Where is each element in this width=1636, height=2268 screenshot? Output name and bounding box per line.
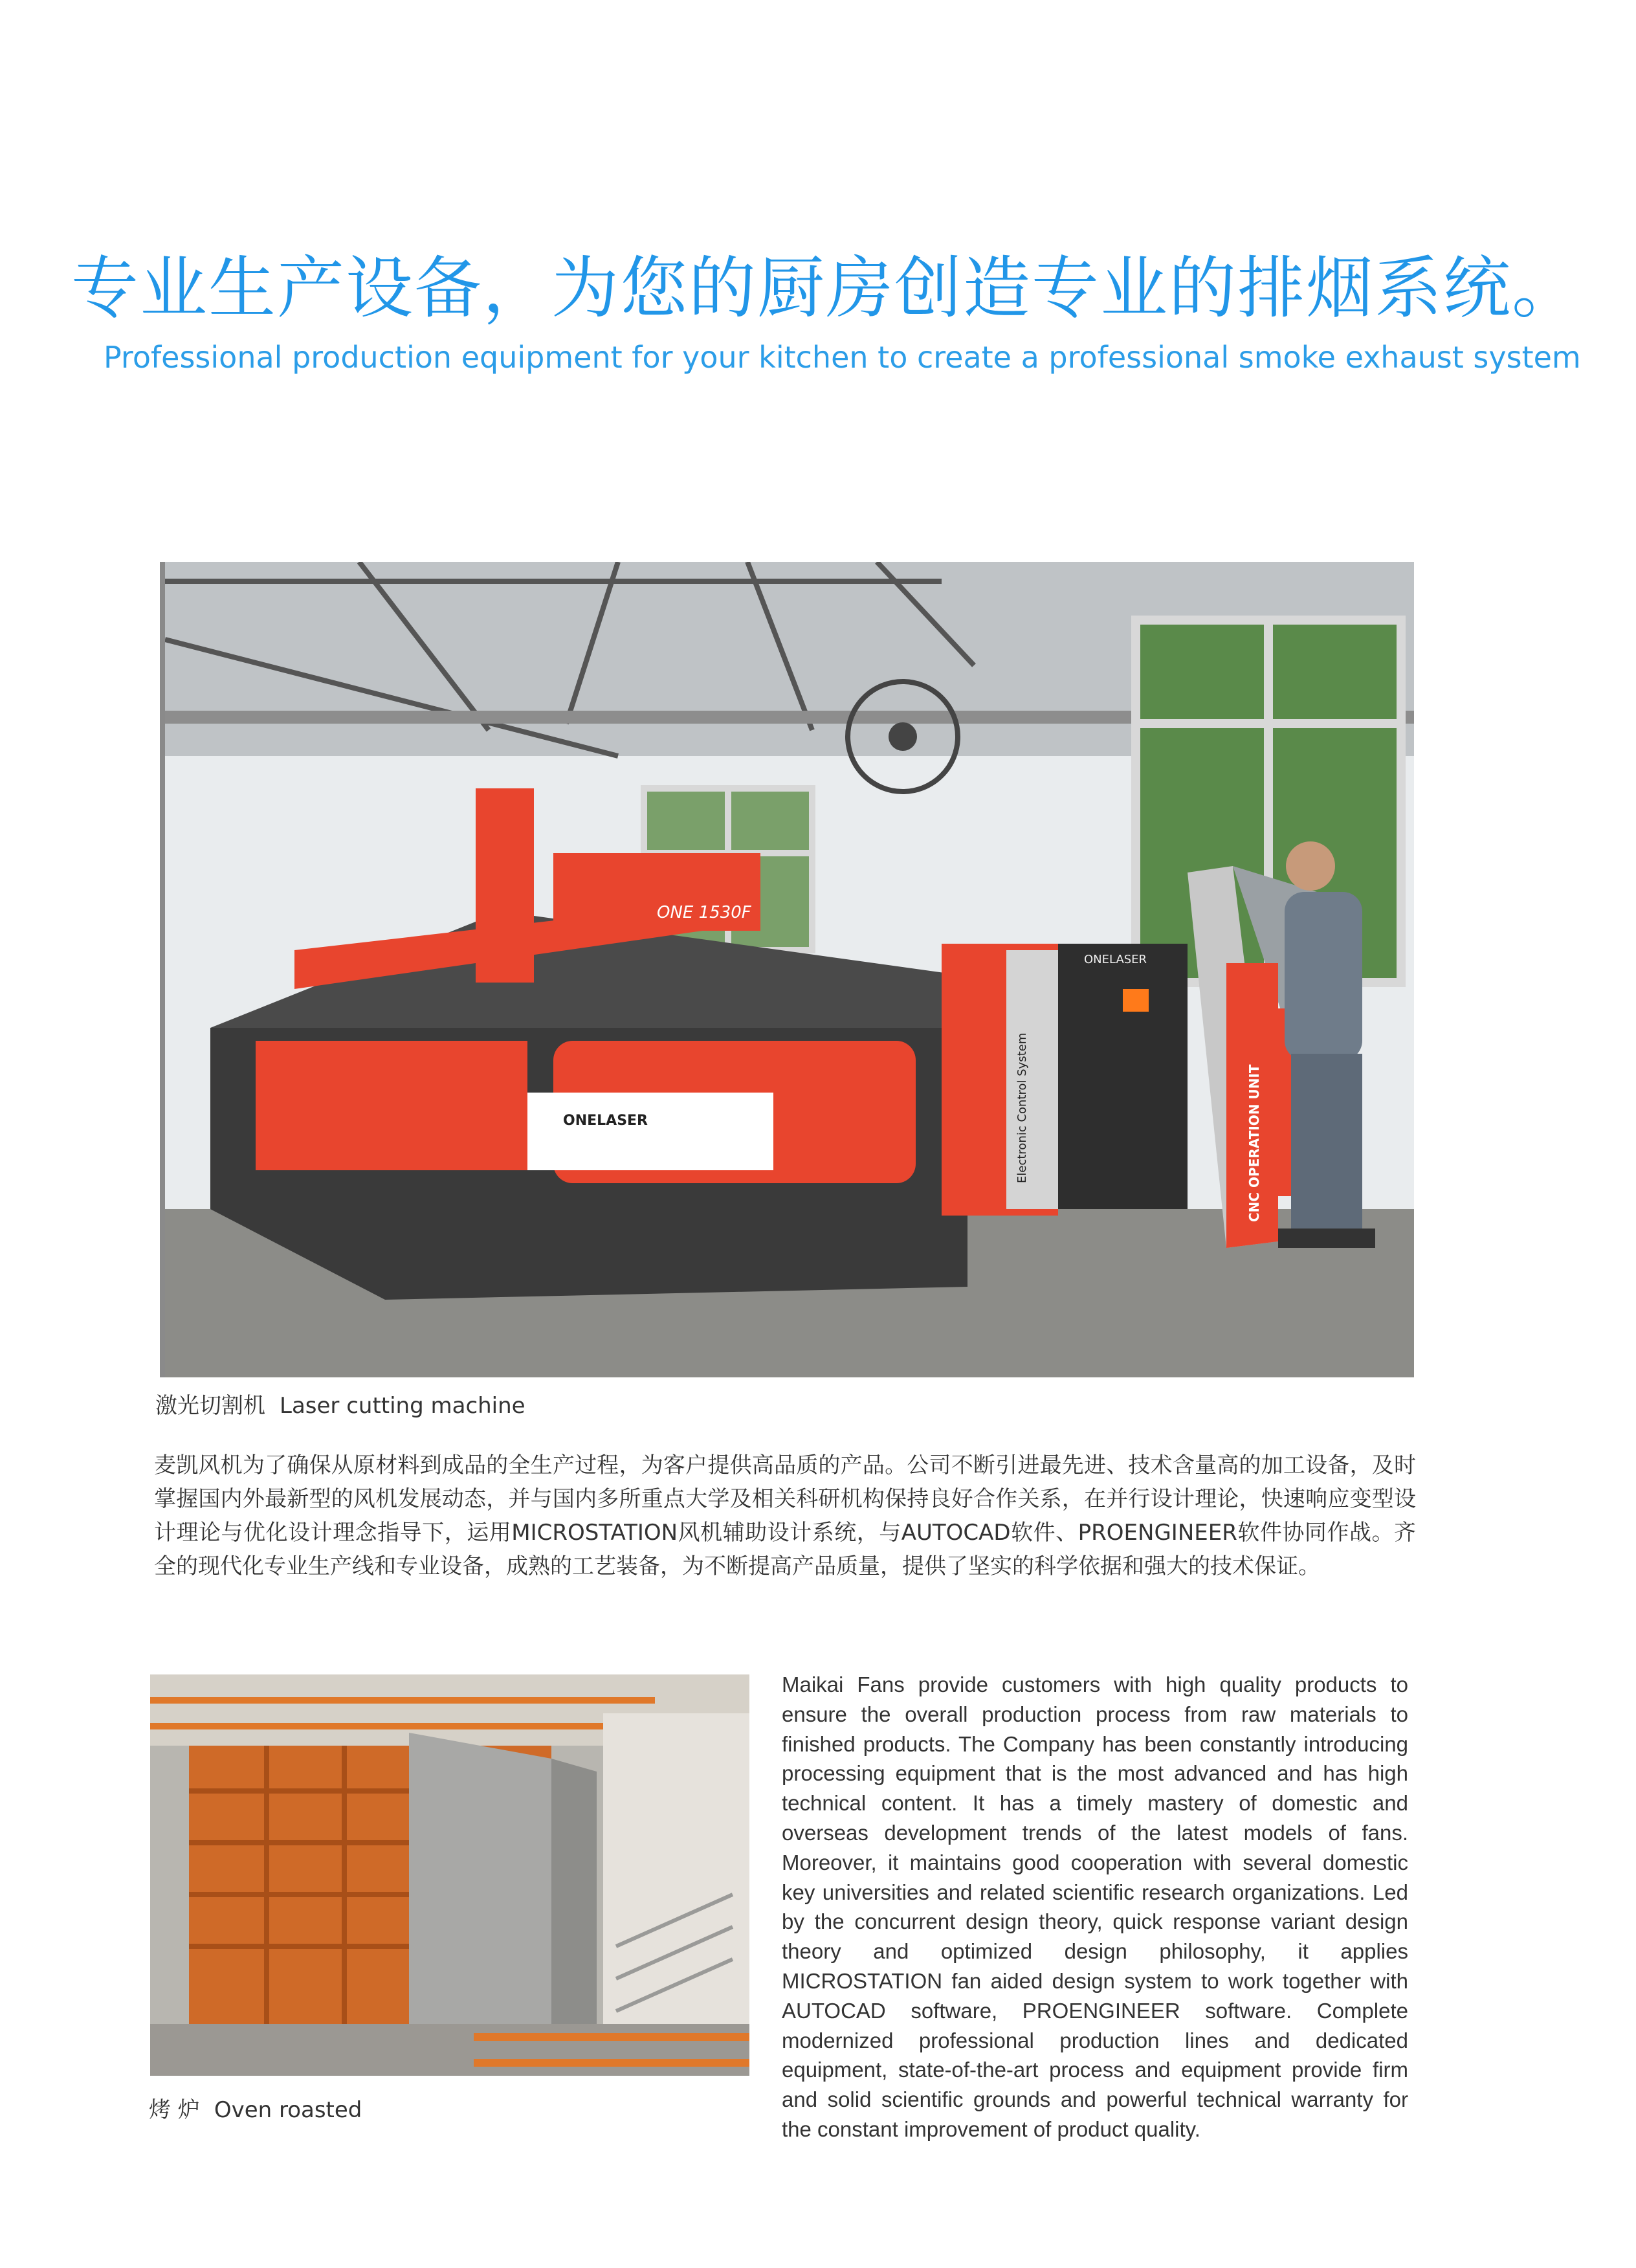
laser-caption	[155, 1392, 525, 1420]
machine-label: ONE 1530F	[657, 903, 751, 922]
laser-cutting-machine-photo	[165, 562, 1414, 1377]
oven-photo	[150, 1674, 749, 2076]
laser-caption-cn: 激光切割机	[155, 1393, 265, 1419]
oven-caption	[149, 2096, 362, 2124]
panel-label: ONELASER	[563, 1113, 648, 1129]
page-subtitle-en: Professional production equipment for your kitchen to create a professional smoke exhaust system	[104, 340, 1581, 375]
console-label: CNC OPERATION UNIT	[1246, 1064, 1262, 1222]
laser-caption-en: Laser cutting machine	[280, 1393, 525, 1419]
intro-paragraph-en: Maikai Fans provide customers with high quality products to ensure the overall production process from raw materials to finished products. The Company has been constantly introducing processing equipment that is the most advanced and has high technical content. It has a timely mastery of domestic and overseas development trends of the latest models of fans. Moreover, it maintains good cooperation with several domestic key universities and related scientific research organizations. Led by the concurrent design theory, quick response variant design theory and optimized design philosophy, it applies MICROSTATION fan aided design system to work together with AUTOCAD software, PROENGINEER software. Complete modernized professional production lines and dedicated equipment, state-of-the-art process and equipment provide firm and solid scientific grounds and powerful technical warranty for the constant improvement of product quality.	[782, 1673, 1408, 2141]
oven-caption-cn: 烤 炉	[149, 2097, 200, 2123]
cabinet-label: Electronic Control System	[1015, 1032, 1029, 1183]
intro-paragraph-cn: 麦凯风机为了确保从原材料到成品的全生产过程，为客户提供高品质的产品。公司不断引进最先进、技术含量高的加工设备，及时掌握国内外最新型的风机发展动态，并与国内多所重点大学及相关科研机构保持良好合作关系，在并行设计理论，快速响应变型设计理论与优化设计理念指导下，运用MICROSTATION风机辅助设计系统，与AUTOCAD软件、PROENGINEER软件协同作战。齐全的现代化专业生产线和专业设备，成熟的工艺装备，为不断提高产品质量，提供了坚实的科学依据和强大的技术保证。	[154, 1452, 1416, 1579]
oven-caption-en: Oven roasted	[214, 2097, 362, 2123]
cabinet-brand: ONELASER	[1084, 953, 1147, 966]
page-title-cn: 专业生产设备，为您的厨房创造专业的排烟系统。	[71, 249, 1581, 328]
